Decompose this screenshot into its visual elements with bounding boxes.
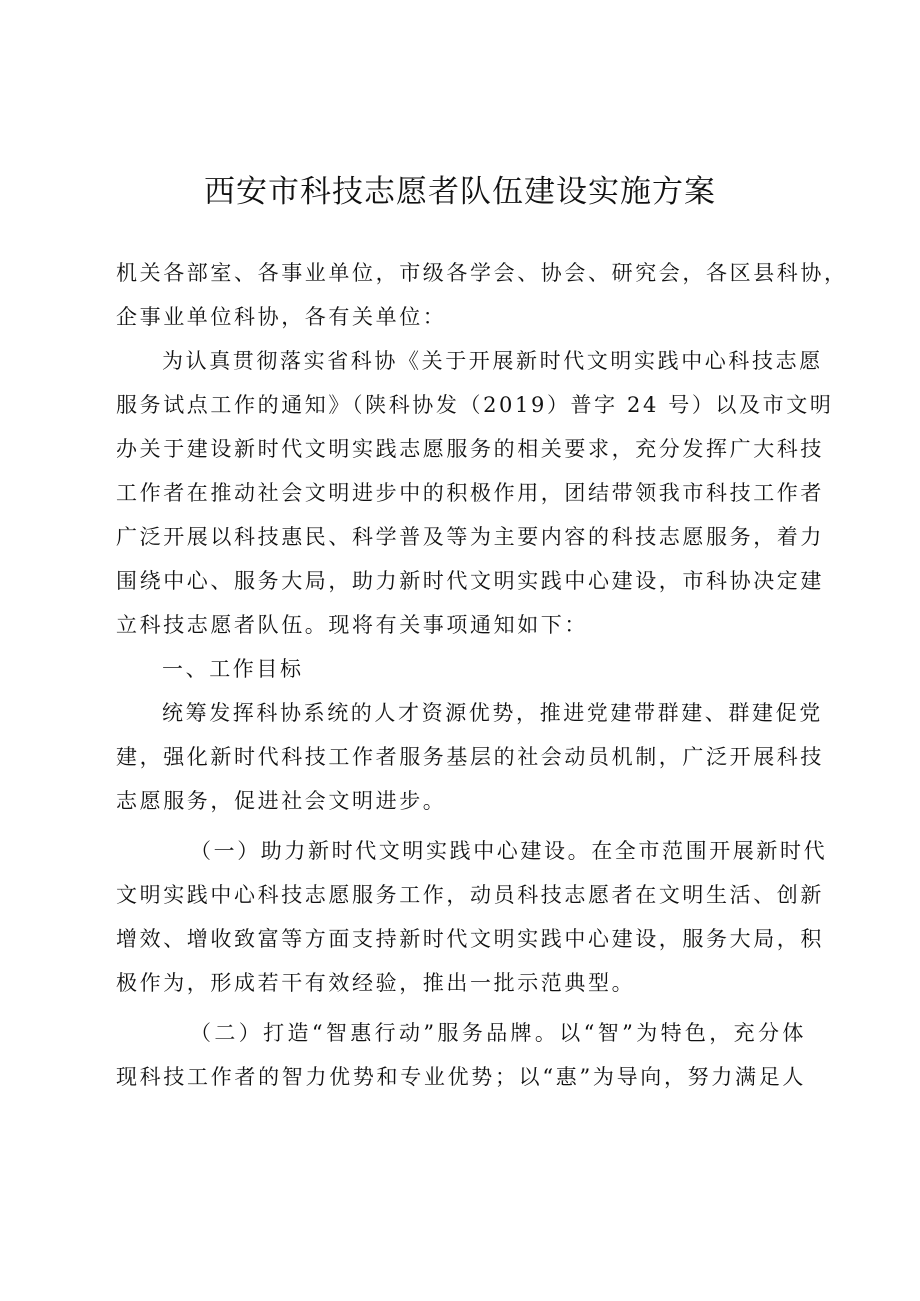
document-body <box>116 251 848 1099</box>
text-line: （二）打造“智惠行动”服务品牌。以“智”为特色，充分体 <box>190 1021 806 1045</box>
text-line: 机关各部室、各事业单位，市级各学会、协会、研究会，各区县科协， <box>116 261 848 285</box>
text-line: 服务试点工作的通知》（陕科协发（2019）普字 24 号）以及市文明 <box>116 393 834 417</box>
text-line: 建，强化新时代科技工作者服务基层的社会动员机制，广泛开展科技 <box>116 745 824 769</box>
text-line: 为认真贯彻落实省科协《关于开展新时代文明实践中心科技志愿 <box>162 349 823 373</box>
section-1-body-paragraph <box>116 691 824 823</box>
text-line: 极作为，形成若干有效经验，推出一批示范典型。 <box>116 971 636 995</box>
text-line: 志愿服务，促进社会文明进步。 <box>116 789 447 813</box>
document-title: 西安市科技志愿者队伍建设实施方案 <box>204 174 716 210</box>
salutation-paragraph <box>116 251 848 339</box>
text-line: 立科技志愿者队伍。现将有关事项通知如下： <box>116 613 588 637</box>
text-line: 文明实践中心科技志愿服务工作，动员科技志愿者在文明生活、创新 <box>116 883 824 907</box>
section-heading-work-goals <box>116 647 806 691</box>
text-line: 企事业单位科协，各有关单位： <box>116 305 447 329</box>
text-line: 工作者在推动社会文明进步中的积极作用，团结带领我市科技工作者 <box>116 481 824 505</box>
item-2-paragraph <box>116 1011 806 1099</box>
text-line: 现科技工作者的智力优势和专业优势；以“惠”为导向，努力满足人 <box>116 1065 806 1089</box>
text-line: 广泛开展以科技惠民、科学普及等为主要内容的科技志愿服务，着力 <box>116 525 824 549</box>
section-heading-text: 一、工作目标 <box>162 657 304 681</box>
item-1-paragraph <box>116 829 828 1005</box>
intro-paragraph <box>116 339 834 647</box>
text-line: （一）助力新时代文明实践中心建设。在全市范围开展新时代 <box>190 839 828 863</box>
text-line: 办关于建设新时代文明实践志愿服务的相关要求，充分发挥广大科技 <box>116 437 824 461</box>
text-line: 增效、增收致富等方面支持新时代文明实践中心建设，服务大局，积 <box>116 927 824 951</box>
text-line: 围绕中心、服务大局，助力新时代文明实践中心建设，市科协决定建 <box>116 569 824 593</box>
text-line: 统筹发挥科协系统的人才资源优势，推进党建带群建、群建促党 <box>162 701 823 725</box>
